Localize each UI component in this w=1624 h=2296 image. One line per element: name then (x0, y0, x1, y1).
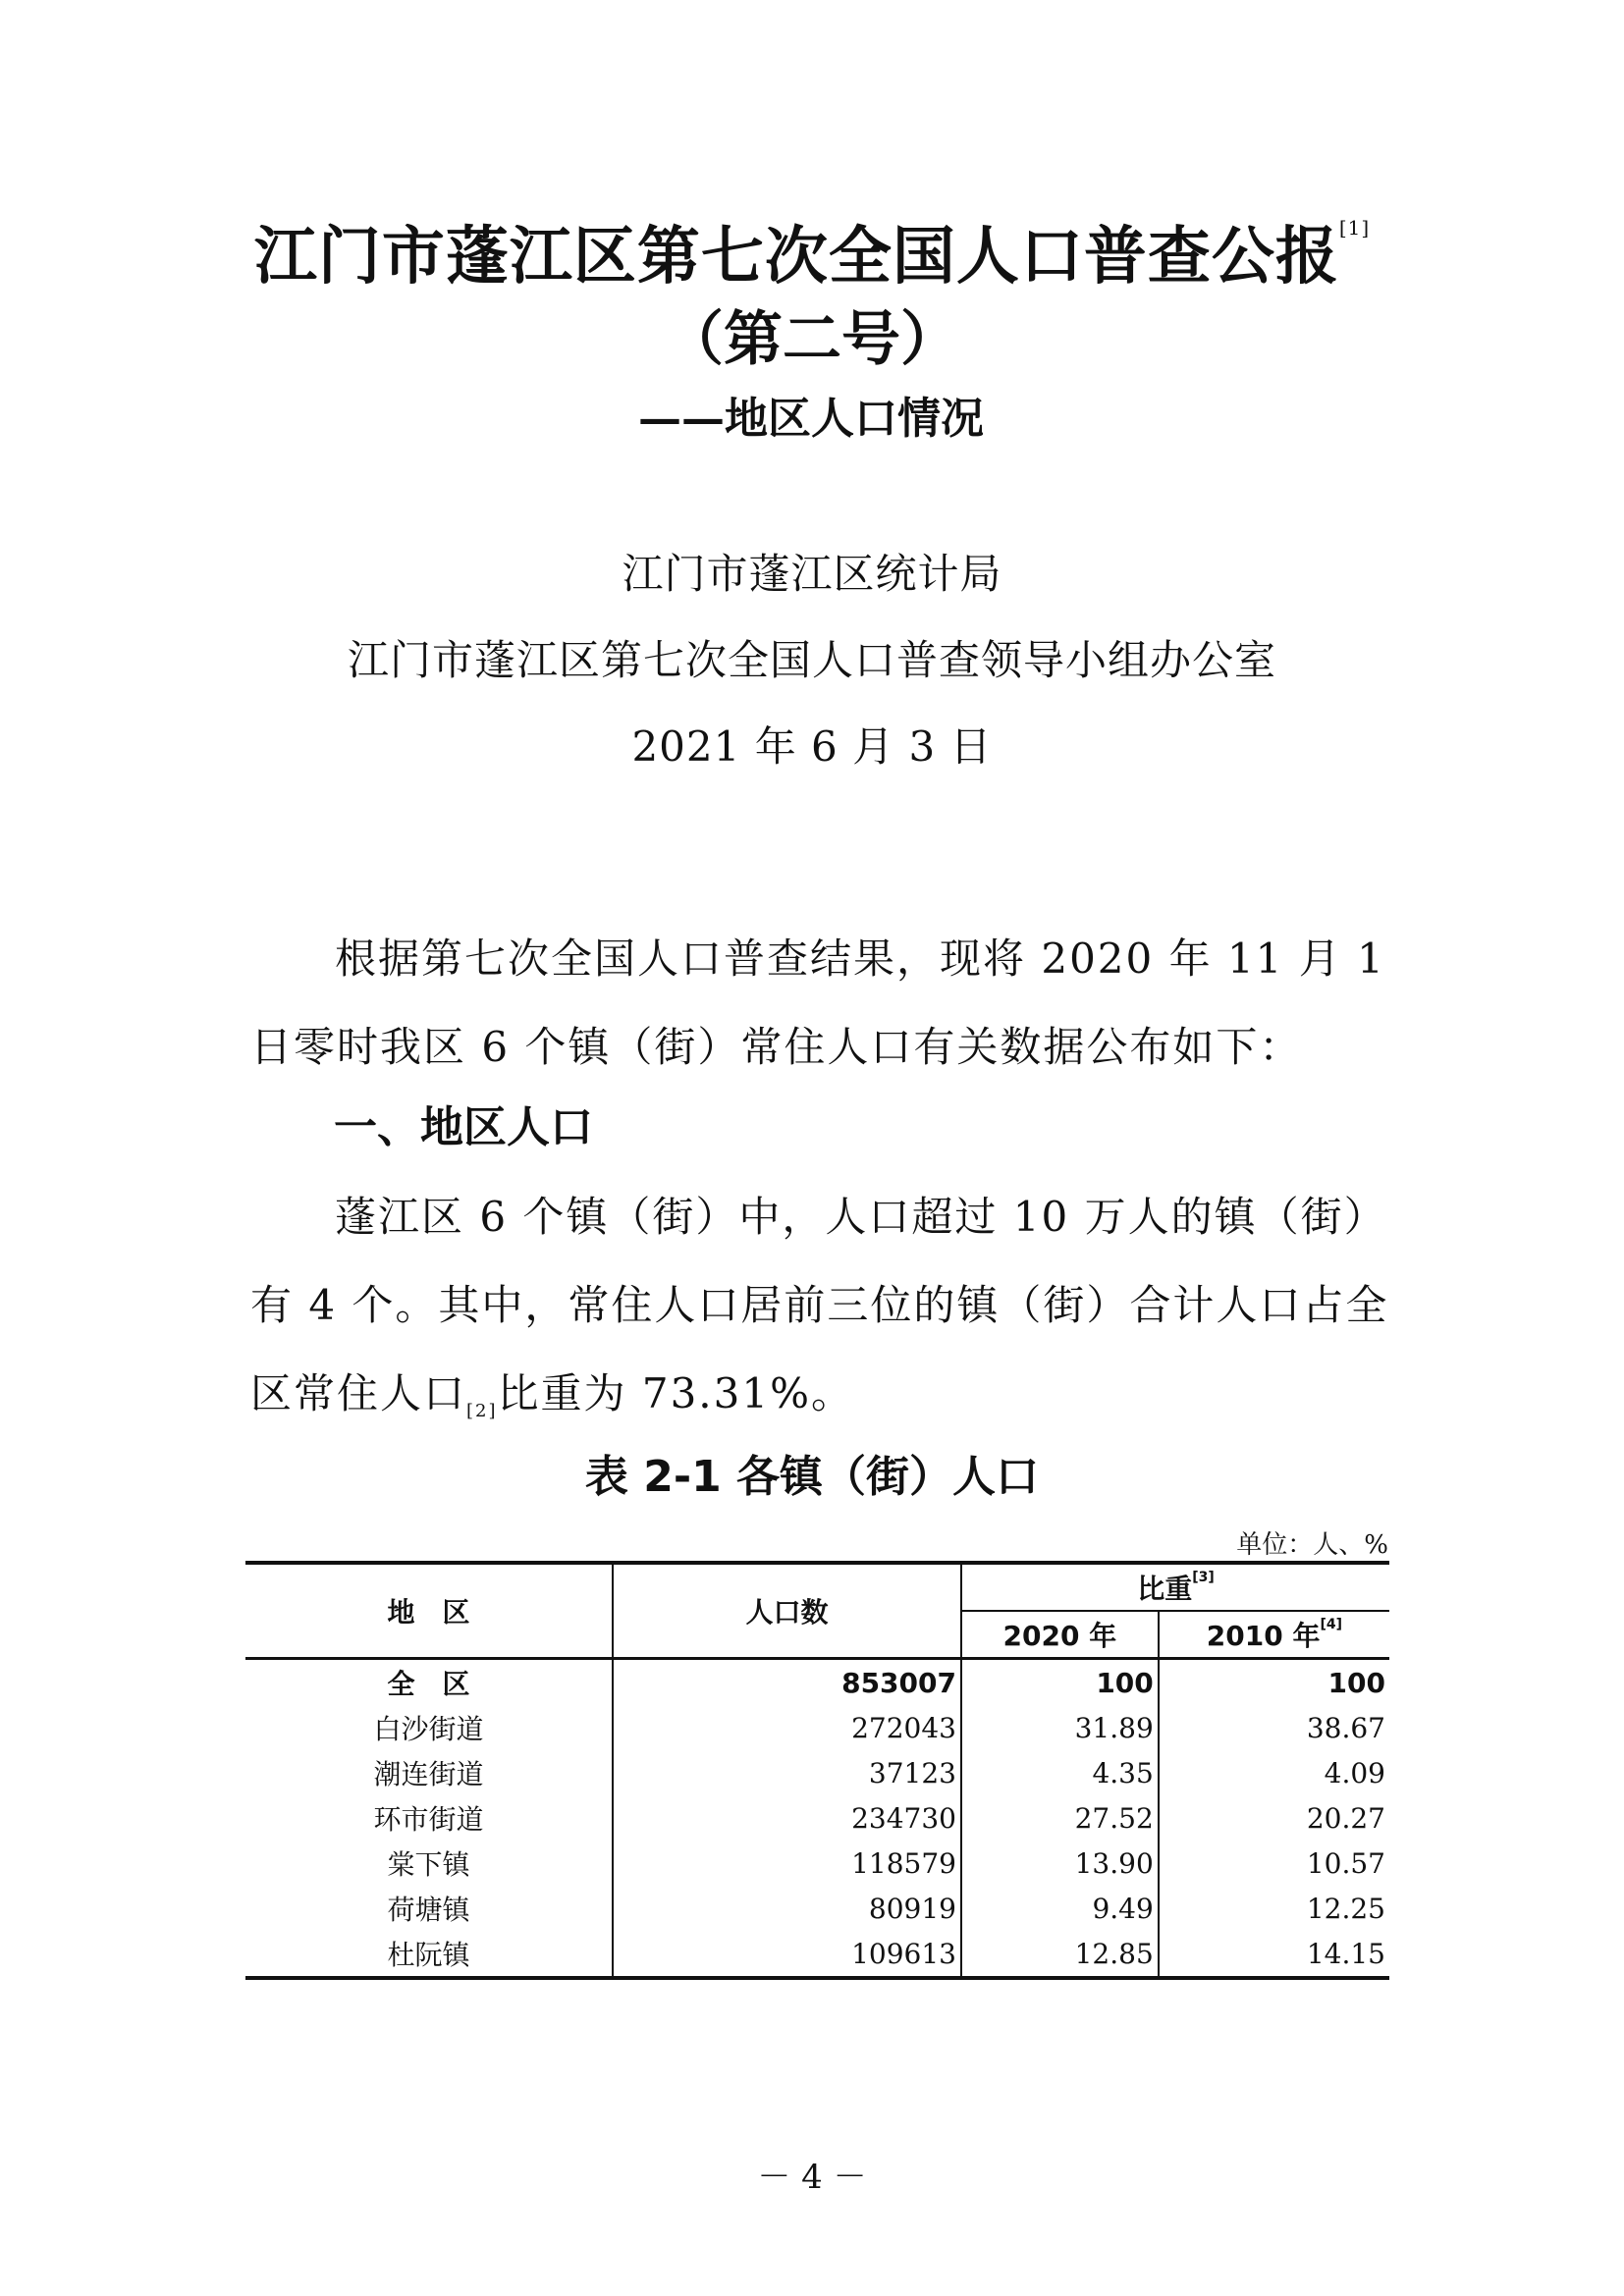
table-row (245, 1795, 1389, 1841)
issuer-office: 江门市蓬江区第七次全国人口普查领导小组办公室 (347, 636, 1276, 684)
share-2020-cell: 13.90 (961, 1841, 1159, 1886)
table-body (245, 1659, 1389, 1979)
section-text-part-b: 比重为 73.31%。 (497, 1369, 855, 1417)
section-paragraph (250, 1173, 1389, 1438)
header-share (961, 1563, 1389, 1611)
year2010-footnote-mark[interactable]: [4] (1320, 1617, 1342, 1632)
table-row (245, 1750, 1389, 1795)
share-2010-cell: 4.09 (1324, 1756, 1385, 1789)
title-text: 江门市蓬江区第七次全国人口普查公报 (253, 220, 1339, 294)
table-row (245, 1659, 1389, 1706)
region-cell: 环市街道 (245, 1795, 613, 1841)
table-row (245, 1841, 1389, 1886)
population-cell: 109613 (613, 1931, 961, 1978)
table-row (245, 1931, 1389, 1978)
header-2010 (1159, 1611, 1389, 1659)
header-population: 人口数 (613, 1563, 961, 1659)
population-cell: 853007 (613, 1659, 961, 1706)
share-footnote-mark[interactable]: [3] (1192, 1570, 1215, 1585)
share-2010-cell: 14.15 (1306, 1937, 1385, 1970)
document-topic: ——地区人口情况 (638, 394, 984, 444)
section-heading: 一、地区人口 (334, 1102, 593, 1152)
header-2020: 2020 年 (961, 1611, 1159, 1659)
issue-date: 2021 年 6 月 3 日 (631, 722, 993, 771)
region-cell: 杜阮镇 (245, 1931, 613, 1978)
table-title: 表 2-1 各镇（街）人口 (584, 1452, 1040, 1502)
region-cell: 全 区 (245, 1659, 613, 1706)
region-cell: 荷塘镇 (245, 1886, 613, 1931)
share-2010-cell: 10.57 (1306, 1846, 1385, 1880)
share-2020-cell: 9.49 (961, 1886, 1159, 1931)
share-2020-cell: 4.35 (961, 1750, 1159, 1795)
intro-paragraph: 根据第七次全国人口普查结果，现将 2020 年 11 月 1 日零时我区 6 个镇（街）常住人口有关数据公布如下： (250, 934, 1385, 1071)
region-cell: 棠下镇 (245, 1841, 613, 1886)
region-cell: 白沙街道 (245, 1705, 613, 1750)
document-subtitle: （第二号） (665, 305, 959, 374)
share-2020-cell: 100 (961, 1659, 1159, 1706)
table-row (245, 1886, 1389, 1931)
population-cell: 80919 (613, 1886, 961, 1931)
header-2010-label: 2010 年 (1206, 1620, 1321, 1652)
share-2010-cell: 20.27 (1306, 1801, 1385, 1835)
share-2010-cell: 100 (1327, 1666, 1385, 1699)
population-cell: 272043 (613, 1705, 961, 1750)
table-header (245, 1563, 1389, 1659)
table-row (245, 1705, 1389, 1750)
share-2010-cell: 38.67 (1306, 1711, 1385, 1744)
header-share-label: 比重 (1137, 1573, 1193, 1605)
share-2020-cell: 12.85 (961, 1931, 1159, 1978)
table-unit-note: 单位：人、% (1236, 1530, 1388, 1560)
title-footnote-mark[interactable]: [1] (1338, 216, 1371, 240)
population-cell: 118579 (613, 1841, 961, 1886)
header-region: 地 区 (245, 1563, 613, 1659)
share-2020-cell: 31.89 (961, 1705, 1159, 1750)
population-table (245, 1561, 1389, 1980)
share-2010-cell: 12.25 (1306, 1892, 1385, 1925)
section-text-part-a: 蓬江区 6 个镇（街）中，人口超过 10 万人的镇（街）有 4 个。其中，常住人口居前三位的镇（街）合计人口占全区常住人口 (250, 1193, 1389, 1417)
section-footnote-mark[interactable]: [2] (466, 1401, 498, 1421)
population-cell: 234730 (613, 1795, 961, 1841)
issuer-bureau: 江门市蓬江区统计局 (622, 550, 1002, 598)
population-cell: 37123 (613, 1750, 961, 1795)
region-cell: 潮连街道 (245, 1750, 613, 1795)
document-title (0, 206, 1624, 296)
page-number: － 4 － (757, 2158, 867, 2197)
share-2020-cell: 27.52 (961, 1795, 1159, 1841)
